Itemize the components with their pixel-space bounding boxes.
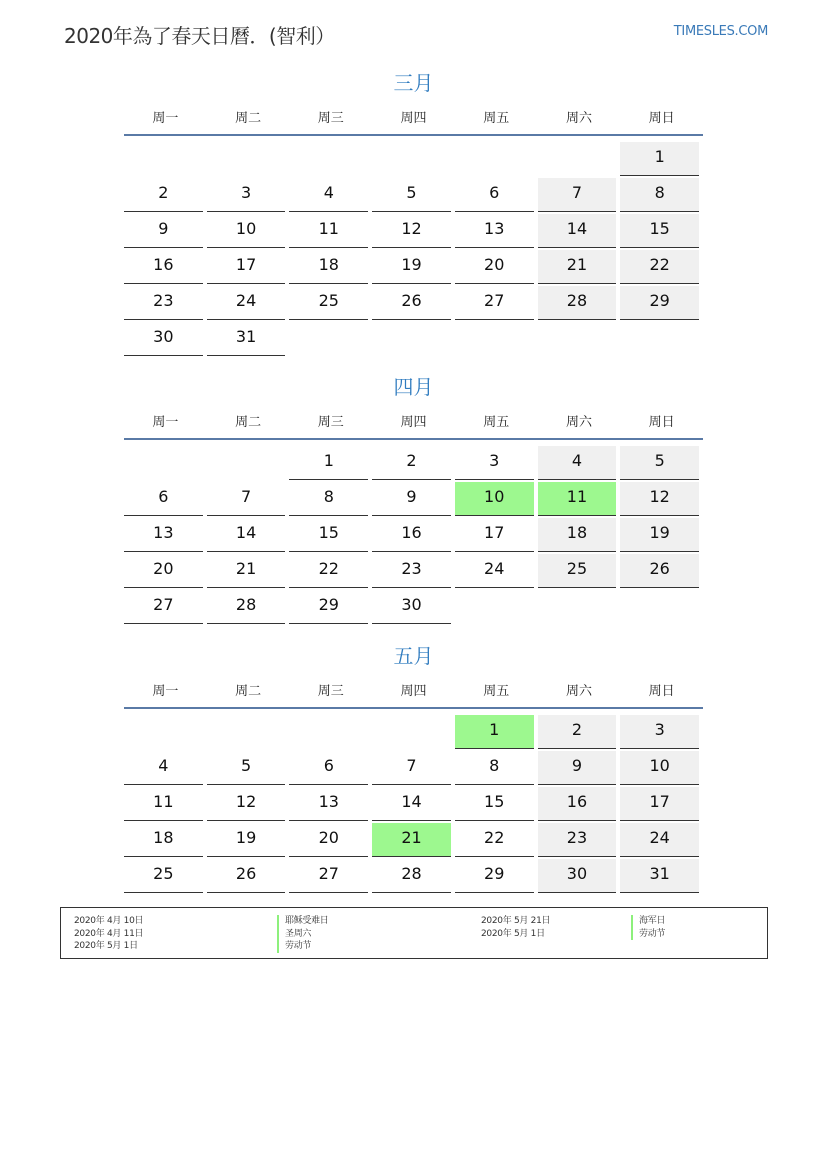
week-row [124, 749, 703, 785]
day-number: 26 [620, 554, 699, 588]
day-number: 29 [455, 859, 534, 893]
week-row [124, 176, 703, 212]
day-number [124, 142, 203, 176]
weekday-label: 周三 [317, 414, 344, 430]
day-cell [372, 552, 455, 588]
day-cell [207, 588, 290, 624]
day-number: 12 [372, 214, 451, 248]
day-number: 27 [289, 859, 368, 893]
day-number: 5 [620, 446, 699, 480]
day-cell [124, 588, 207, 624]
day-number: 30 [124, 322, 203, 356]
day-number: 2 [124, 178, 203, 212]
day-number: 18 [289, 250, 368, 284]
day-number [372, 715, 451, 749]
day-cell [538, 248, 621, 284]
day-number: 8 [620, 178, 699, 212]
day-number: 6 [455, 178, 534, 212]
week-row [124, 588, 703, 624]
day-cell [207, 516, 290, 552]
day-cell [372, 588, 455, 624]
day-number: 27 [455, 286, 534, 320]
legend-right-dates [481, 915, 550, 940]
day-cell [455, 749, 538, 785]
day-cell [289, 749, 372, 785]
day-number: 9 [372, 482, 451, 516]
empty-day-cell [372, 320, 455, 356]
day-number: 4 [124, 751, 203, 785]
day-number [538, 590, 617, 624]
day-cell [372, 516, 455, 552]
day-number: 26 [207, 859, 286, 893]
day-number: 29 [289, 590, 368, 624]
day-number: 20 [124, 554, 203, 588]
day-number: 3 [620, 715, 699, 749]
day-cell [620, 516, 703, 552]
legend-right-names [631, 915, 665, 940]
month-title: 四月 [393, 375, 434, 399]
day-number [455, 142, 534, 176]
weekday-label: 周四 [400, 414, 427, 430]
weekday-label: 周五 [483, 110, 510, 126]
day-cell [620, 480, 703, 516]
legend-left-names [277, 915, 329, 953]
month-title: 三月 [393, 71, 434, 95]
day-number: 28 [207, 590, 286, 624]
empty-day-cell [538, 588, 621, 624]
day-cell [124, 248, 207, 284]
day-cell [538, 480, 621, 516]
legend-date: 2020年 5月 1日 [74, 941, 138, 951]
day-number [289, 715, 368, 749]
day-cell [289, 444, 372, 480]
day-number: 25 [538, 554, 617, 588]
day-number: 25 [124, 859, 203, 893]
day-number: 1 [620, 142, 699, 176]
legend-left-dates [74, 915, 143, 953]
day-number: 30 [372, 590, 451, 624]
day-number: 22 [455, 823, 534, 857]
week-row [124, 320, 703, 356]
day-cell [538, 176, 621, 212]
day-cell [207, 821, 290, 857]
day-number: 22 [620, 250, 699, 284]
day-number: 18 [124, 823, 203, 857]
day-cell [289, 552, 372, 588]
week-row [124, 516, 703, 552]
day-cell [538, 857, 621, 893]
weekday-label: 周六 [565, 110, 592, 126]
day-cell [289, 284, 372, 320]
day-number: 19 [207, 823, 286, 857]
day-number: 11 [289, 214, 368, 248]
day-number: 30 [538, 859, 617, 893]
day-number: 7 [538, 178, 617, 212]
header-divider [124, 707, 703, 709]
day-number: 3 [207, 178, 286, 212]
day-number: 15 [620, 214, 699, 248]
day-cell [124, 176, 207, 212]
day-cell [124, 284, 207, 320]
day-number: 2 [538, 715, 617, 749]
day-number: 4 [289, 178, 368, 212]
empty-day-cell [207, 713, 290, 749]
legend-holiday-name: 劳动节 [277, 940, 329, 953]
empty-day-cell [455, 588, 538, 624]
day-cell [620, 713, 703, 749]
day-number: 4 [538, 446, 617, 480]
day-number: 8 [289, 482, 368, 516]
site-name[interactable]: TIMESLES.COM [673, 24, 768, 39]
weekday-label: 周日 [648, 110, 675, 126]
month-block [124, 372, 703, 624]
day-number: 29 [620, 286, 699, 320]
page-title: 2020年為了春天日曆．(智利） [64, 24, 335, 48]
day-number: 10 [207, 214, 286, 248]
weekday-label: 周日 [648, 683, 675, 699]
week-row [124, 857, 703, 893]
day-number: 17 [207, 250, 286, 284]
day-number [372, 142, 451, 176]
day-cell [538, 284, 621, 320]
day-number: 17 [620, 787, 699, 821]
day-number: 18 [538, 518, 617, 552]
day-cell [207, 552, 290, 588]
month-block [124, 68, 703, 356]
day-number: 27 [124, 590, 203, 624]
weekday-label: 周六 [565, 414, 592, 430]
day-cell [620, 552, 703, 588]
day-number: 20 [289, 823, 368, 857]
day-number: 14 [207, 518, 286, 552]
day-cell [207, 480, 290, 516]
day-cell [538, 713, 621, 749]
day-cell [372, 444, 455, 480]
day-number: 28 [372, 859, 451, 893]
day-cell [372, 248, 455, 284]
weekday-label: 周六 [565, 683, 592, 699]
day-number: 1 [289, 446, 368, 480]
day-cell [289, 516, 372, 552]
day-number: 22 [289, 554, 368, 588]
day-number: 21 [372, 823, 451, 857]
empty-day-cell [620, 320, 703, 356]
legend-holiday-name: 耶稣受难日 [277, 915, 329, 928]
empty-day-cell [289, 320, 372, 356]
weekday-header [124, 98, 703, 134]
day-number [372, 322, 451, 356]
day-number: 24 [620, 823, 699, 857]
day-cell [620, 785, 703, 821]
day-number: 23 [538, 823, 617, 857]
day-number: 10 [455, 482, 534, 516]
week-row [124, 821, 703, 857]
day-cell [372, 480, 455, 516]
weekday-label: 周五 [483, 414, 510, 430]
weekday-label: 周一 [152, 110, 179, 126]
day-number: 15 [455, 787, 534, 821]
day-cell [455, 212, 538, 248]
day-number: 24 [455, 554, 534, 588]
week-row [124, 713, 703, 749]
day-cell [289, 821, 372, 857]
day-cell [455, 713, 538, 749]
day-number: 16 [538, 787, 617, 821]
week-row [124, 284, 703, 320]
day-cell [538, 749, 621, 785]
day-number: 6 [124, 482, 203, 516]
day-number: 25 [289, 286, 368, 320]
day-number: 23 [372, 554, 451, 588]
day-cell [372, 749, 455, 785]
weekday-label: 周五 [483, 683, 510, 699]
day-cell [538, 516, 621, 552]
day-number: 13 [289, 787, 368, 821]
day-cell [289, 248, 372, 284]
week-row [124, 212, 703, 248]
day-number: 5 [372, 178, 451, 212]
day-cell [289, 857, 372, 893]
header-divider [124, 134, 703, 136]
day-cell [372, 821, 455, 857]
day-number: 6 [289, 751, 368, 785]
empty-day-cell [207, 444, 290, 480]
day-number: 12 [620, 482, 699, 516]
day-number: 10 [620, 751, 699, 785]
day-cell [124, 320, 207, 356]
day-cell [455, 176, 538, 212]
empty-day-cell [372, 713, 455, 749]
day-cell [455, 444, 538, 480]
day-number: 2 [372, 446, 451, 480]
day-cell [538, 212, 621, 248]
day-cell [124, 516, 207, 552]
legend-holiday-name: 劳动节 [631, 928, 665, 941]
day-cell [538, 821, 621, 857]
day-number: 23 [124, 286, 203, 320]
day-cell [620, 248, 703, 284]
day-number: 14 [538, 214, 617, 248]
empty-day-cell [207, 140, 290, 176]
day-cell [124, 212, 207, 248]
empty-day-cell [455, 320, 538, 356]
day-number: 16 [372, 518, 451, 552]
day-cell [124, 480, 207, 516]
day-cell [289, 212, 372, 248]
day-number [289, 142, 368, 176]
day-number: 12 [207, 787, 286, 821]
day-cell [207, 212, 290, 248]
weekday-label: 周四 [400, 110, 427, 126]
weekday-label: 周三 [317, 683, 344, 699]
day-number [207, 715, 286, 749]
day-cell [124, 857, 207, 893]
day-cell [620, 176, 703, 212]
day-number [538, 322, 617, 356]
day-number: 20 [455, 250, 534, 284]
day-cell [207, 785, 290, 821]
empty-day-cell [124, 140, 207, 176]
day-cell [207, 284, 290, 320]
day-number: 3 [455, 446, 534, 480]
day-cell [455, 248, 538, 284]
weekday-label: 周一 [152, 414, 179, 430]
day-cell [620, 444, 703, 480]
day-number: 9 [538, 751, 617, 785]
week-row [124, 552, 703, 588]
day-cell [455, 552, 538, 588]
day-cell [455, 821, 538, 857]
day-number [124, 446, 203, 480]
day-cell [372, 176, 455, 212]
weekday-label: 周二 [235, 683, 262, 699]
day-cell [372, 857, 455, 893]
weekday-label: 周二 [235, 110, 262, 126]
day-number: 31 [207, 322, 286, 356]
week-row [124, 480, 703, 516]
day-cell [124, 552, 207, 588]
week-row [124, 140, 703, 176]
day-cell [620, 140, 703, 176]
legend-date: 2020年 4月 10日 [74, 916, 144, 926]
empty-day-cell [124, 713, 207, 749]
day-cell [124, 821, 207, 857]
day-cell [538, 444, 621, 480]
day-cell [620, 857, 703, 893]
weekday-header [124, 402, 703, 438]
day-number: 1 [455, 715, 534, 749]
day-number [124, 715, 203, 749]
day-number: 28 [538, 286, 617, 320]
day-cell [372, 785, 455, 821]
day-cell [372, 284, 455, 320]
day-cell [124, 749, 207, 785]
day-cell [289, 480, 372, 516]
day-number [538, 142, 617, 176]
day-number: 9 [124, 214, 203, 248]
day-cell [207, 857, 290, 893]
day-number [620, 322, 699, 356]
day-number [289, 322, 368, 356]
header-divider [124, 438, 703, 440]
day-cell [289, 588, 372, 624]
empty-day-cell [455, 140, 538, 176]
day-number [620, 590, 699, 624]
empty-day-cell [538, 140, 621, 176]
day-cell [207, 749, 290, 785]
weekday-label: 周日 [648, 414, 675, 430]
day-number [207, 446, 286, 480]
day-number: 16 [124, 250, 203, 284]
empty-day-cell [538, 320, 621, 356]
week-row [124, 785, 703, 821]
day-number: 11 [124, 787, 203, 821]
day-cell [124, 785, 207, 821]
weekday-label: 周一 [152, 683, 179, 699]
day-number: 7 [207, 482, 286, 516]
legend-date: 2020年 4月 11日 [74, 928, 144, 939]
weekday-header [124, 671, 703, 707]
weekday-label: 周四 [400, 683, 427, 699]
day-number: 11 [538, 482, 617, 516]
day-number: 24 [207, 286, 286, 320]
day-cell [455, 284, 538, 320]
day-cell [207, 320, 290, 356]
legend-date: 2020年 5月 21日 [481, 916, 551, 926]
week-row [124, 248, 703, 284]
day-number: 21 [538, 250, 617, 284]
day-number: 26 [372, 286, 451, 320]
day-number: 31 [620, 859, 699, 893]
empty-day-cell [372, 140, 455, 176]
legend-date: 2020年 5月 1日 [481, 928, 545, 939]
day-number: 15 [289, 518, 368, 552]
day-cell [455, 785, 538, 821]
day-cell [620, 749, 703, 785]
month-title: 五月 [393, 644, 434, 668]
day-number: 13 [124, 518, 203, 552]
day-cell [455, 857, 538, 893]
day-cell [289, 785, 372, 821]
day-cell [620, 212, 703, 248]
legend-holiday-name: 海军日 [631, 915, 665, 928]
day-cell [289, 176, 372, 212]
day-cell [620, 284, 703, 320]
day-cell [207, 176, 290, 212]
day-cell [538, 552, 621, 588]
day-number [455, 590, 534, 624]
day-cell [455, 516, 538, 552]
day-cell [207, 248, 290, 284]
empty-day-cell [289, 140, 372, 176]
day-number: 5 [207, 751, 286, 785]
day-number: 7 [372, 751, 451, 785]
day-number: 19 [372, 250, 451, 284]
week-row [124, 444, 703, 480]
empty-day-cell [620, 588, 703, 624]
holiday-legend [60, 907, 768, 959]
legend-holiday-name: 圣周六 [277, 928, 329, 941]
day-number: 19 [620, 518, 699, 552]
day-number [207, 142, 286, 176]
day-number: 13 [455, 214, 534, 248]
day-cell [372, 212, 455, 248]
day-cell [455, 480, 538, 516]
weekday-label: 周三 [317, 110, 344, 126]
day-number: 14 [372, 787, 451, 821]
day-number: 8 [455, 751, 534, 785]
month-block [124, 641, 703, 893]
day-cell [620, 821, 703, 857]
day-cell [538, 785, 621, 821]
empty-day-cell [124, 444, 207, 480]
weekday-label: 周二 [235, 414, 262, 430]
day-number: 17 [455, 518, 534, 552]
empty-day-cell [289, 713, 372, 749]
day-number: 21 [207, 554, 286, 588]
day-number [455, 322, 534, 356]
